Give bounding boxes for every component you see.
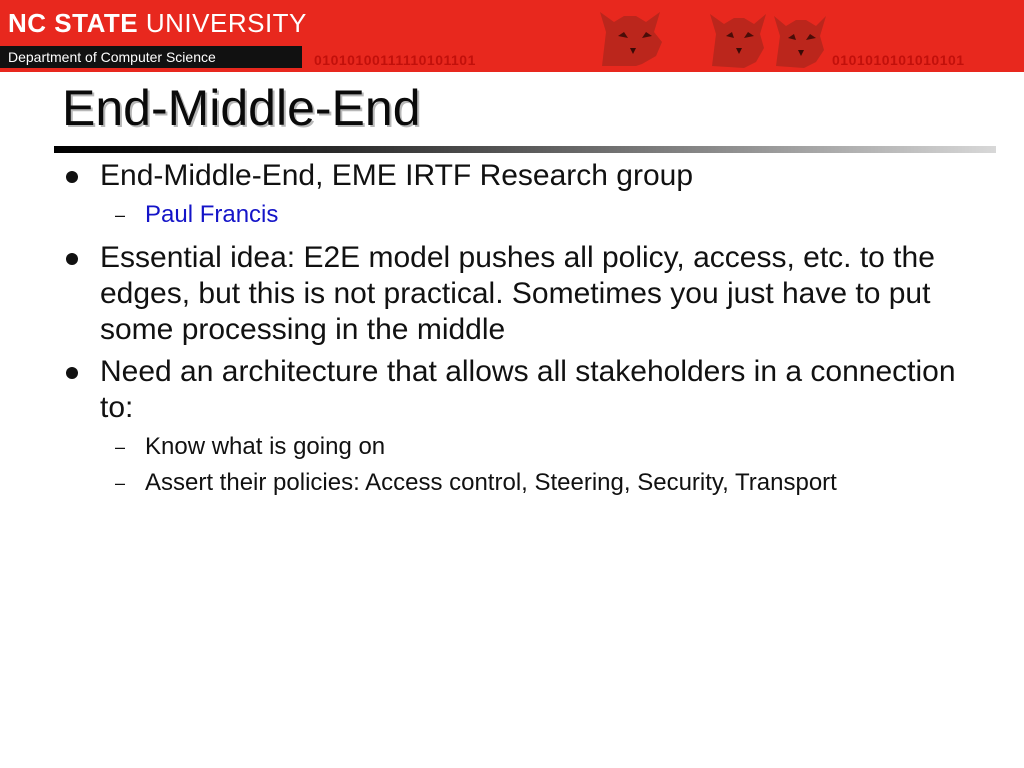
bullet-text: End-Middle-End, EME IRTF Research group bbox=[100, 159, 694, 192]
bullet-text: Essential idea: E2E model pushes all policy, access, etc. to the edges, but this is not practical. Sometimes you just have to put some processing in the middle bbox=[100, 241, 935, 346]
header-banner bbox=[0, 0, 1024, 72]
author-link[interactable]: Paul Francis bbox=[145, 201, 279, 228]
sub-bullet-text: Know what is going on bbox=[145, 433, 386, 460]
sub-bullet-item bbox=[62, 432, 962, 462]
department-name: Department of Computer Science bbox=[8, 49, 216, 65]
dash-icon: – bbox=[115, 473, 126, 493]
bullet-text: Need an architecture that allows all stakeholders in a connection to: bbox=[100, 355, 956, 424]
dash-icon: – bbox=[115, 437, 126, 457]
dash-icon: – bbox=[115, 205, 126, 225]
bullet-dot-icon bbox=[66, 171, 78, 183]
logo-light-text: UNIVERSITY bbox=[145, 8, 307, 38]
bullet-dot-icon bbox=[66, 253, 78, 265]
bullet-item bbox=[62, 240, 962, 348]
wolf-icon bbox=[706, 6, 770, 68]
sub-bullet-item bbox=[62, 200, 962, 230]
wolf-icon bbox=[592, 2, 678, 68]
bullet-item bbox=[62, 354, 962, 426]
binary-decoration-left: 01010100111110101101 bbox=[314, 52, 476, 68]
slide-title: End-Middle-End bbox=[62, 80, 421, 136]
department-strip bbox=[0, 46, 302, 68]
sub-bullet-item bbox=[62, 468, 962, 498]
wolf-icon bbox=[770, 8, 830, 68]
logo-strong-text: NC STATE bbox=[8, 8, 139, 38]
binary-decoration-right: 0101010101010101 bbox=[832, 52, 965, 68]
bullet-dot-icon bbox=[66, 367, 78, 379]
slide-body bbox=[62, 158, 962, 504]
title-divider bbox=[54, 146, 996, 153]
university-name bbox=[8, 8, 307, 38]
bullet-item bbox=[62, 158, 962, 194]
sub-bullet-text: Assert their policies: Access control, Steering, Security, Transport bbox=[145, 469, 837, 496]
